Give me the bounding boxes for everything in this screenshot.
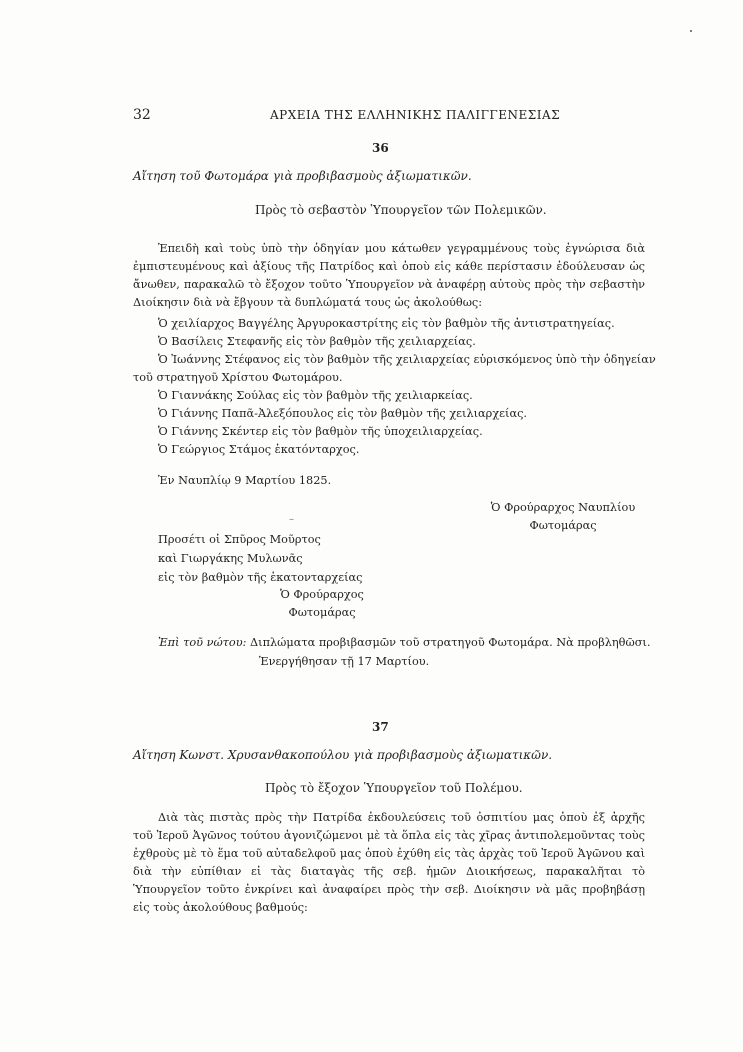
signature-title-36: Ὁ Φρούραρχος Ναυπλίου xyxy=(490,501,636,514)
list-item: Ὁ Γιάννης Σκέντερ εἰς τὸν βαθμὸν τῆς ὑποχειλιαρχείας. xyxy=(158,425,483,438)
endorsement-note xyxy=(158,636,650,649)
body-paragraph-37 xyxy=(133,809,645,917)
place-date-36: Ἐν Ναυπλίῳ 9 Μαρτίου 1825. xyxy=(158,474,332,487)
annex-line: καὶ Γιωργάκης Μυλωνᾶς xyxy=(158,552,303,565)
recipient-37: Πρὸς τὸ ἔξοχον Ὑπουργεῖον τοῦ Πολέμου. xyxy=(265,781,523,795)
list-item: Ὁ Γεώργιος Στάμος ἑκατόνταρχος. xyxy=(158,443,360,456)
annex-line: Προσέτι οἱ Σπῦρος Μοῦρτος xyxy=(158,533,321,546)
page-speck xyxy=(690,30,692,32)
intro-paragraph-36 xyxy=(133,240,645,312)
list-item-continuation: τοῦ στρατηγοῦ Χρίστου Φωτομάρου. xyxy=(133,371,343,384)
list-item: Ὁ Ἰωάννης Στέφανος εἰς τὸν βαθμὸν τῆς χειλιαρχείας εὑρισκόμενος ὑπὸ τὴν ὁδηγείαν xyxy=(158,353,656,366)
endorsement-text-2: Ἐνεργήθησαν τῇ 17 Μαρτίου. xyxy=(259,655,430,668)
intro-text-36: Ἐπειδὴ καὶ τοὺς ὑπὸ τὴν ὁδηγίαν μου κάτωθεν γεγραμμένους τοὺς ἐγνώρισα διὰ ἐμπιστευμένους καὶ ἀξίους τῆς Πατρίδος καὶ ὁποὺ εἰς κάθε περίστασιν ἐδούλευσαν ὡς ἄνωθεν, παρακαλῶ τὸ ἔξοχον τοῦτο Ὑπουργεῖον νὰ ἀναφέρῃ αὐτοὺς πρὸς τὴν σεβαστὴν Διοίκησιν διὰ νὰ ἔβγουν τὰ δυπλώματά τους ὡς ἀκολούθως: xyxy=(133,242,645,309)
list-item: Ὁ χειλίαρχος Βαγγέλης Ἀργυροκαστρίτης εἰς τὸν βαθμὸν τῆς ἀντιστρατηγείας. xyxy=(158,317,615,330)
doc-number-37: 37 xyxy=(372,720,389,734)
doc-title-37: Αἴτηση Κωνστ. Χρυσανθακοπούλου γιὰ προβιβασμοὺς ἀξιωματικῶν. xyxy=(133,748,553,762)
list-item: Ὁ Βασίλεις Στεφανῆς εἰς τὸν βαθμὸν τῆς χειλιαρχείας. xyxy=(158,335,476,348)
endorsement-label: Ἐπὶ τοῦ νώτου: xyxy=(158,636,247,649)
page-number: 32 xyxy=(133,107,151,123)
body-text-37: Διὰ τὰς πιστὰς πρὸς τὴν Πατρίδα ἐκδουλεύσεις τοῦ ὀσπιτίου μας ὁποὺ ἐξ ἀρχῆς τοῦ Ἱεροῦ Ἀγῶνος τούτου ἀγονιζώμενοι μὲ τὰ ὅπλα εἰς τὰς χῖρας ἀντιπολεμοῦντας τοὺς ἐχθροὺς μὲ τὸ ἕμα τοῦ αὐταδελφοῦ μας ὁποὺ ἐχύθη εἰς τὰς ἀρχὰς τοῦ Ἱεροῦ Ἀγῶνου καὶ διὰ τὴν εὐπίθιαν εἰ τὰς διαταγὰς τῆς σεβ. ἡμῶν Διοικήσεως, παρακαλῆται τὸ Ὑπουργεῖον τοῦτο ἐνκρίνει καὶ ἀναφαίρει πρὸς τὴν σεβ. Διοίκησιν νὰ μᾶς προβηβάσῃ εἰς τοὺς ἀκολούθους βαθμούς: xyxy=(133,811,645,914)
annex-signature-title: Ὁ Φρούραρχος xyxy=(280,588,364,601)
separator-mark: – xyxy=(289,514,294,525)
list-item: Ὁ Γιαννάκης Σούλας εἰς τὸν βαθμὸν τῆς χειλιαρκείας. xyxy=(158,389,473,402)
recipient-36: Πρὸς τὸ σεβαστὸν Ὑπουργεῖον τῶν Πολεμικῶν. xyxy=(255,203,547,217)
annex-line: εἰς τὸν βαθμὸν τῆς ἑκατονταρχείας xyxy=(158,571,363,584)
endorsement-text: Διπλώματα προβιβασμῶν τοῦ στρατηγοῦ Φωτομάρα. Νὰ προβληθῶσι. xyxy=(250,636,651,649)
running-head: ΑΡΧΕΙΑ ΤΗΣ ΕΛΛΗΝΙΚΗΣ ΠΑΛΙΓΓΕΝΕΣΙΑΣ xyxy=(270,108,561,122)
doc-number-36: 36 xyxy=(372,141,389,155)
list-item: Ὁ Γιάννης Παπᾶ-Ἀλεξόπουλος εἰς τὸν βαθμὸν τῆς χειλιαρχείας. xyxy=(158,407,528,420)
doc-title-36: Αἴτηση τοῦ Φωτομάρα γιὰ προβιβασμοὺς ἀξιωματικῶν. xyxy=(133,169,472,183)
signature-name-36: Φωτομάρας xyxy=(529,519,597,532)
annex-signature-name: Φωτομάρας xyxy=(288,606,356,619)
